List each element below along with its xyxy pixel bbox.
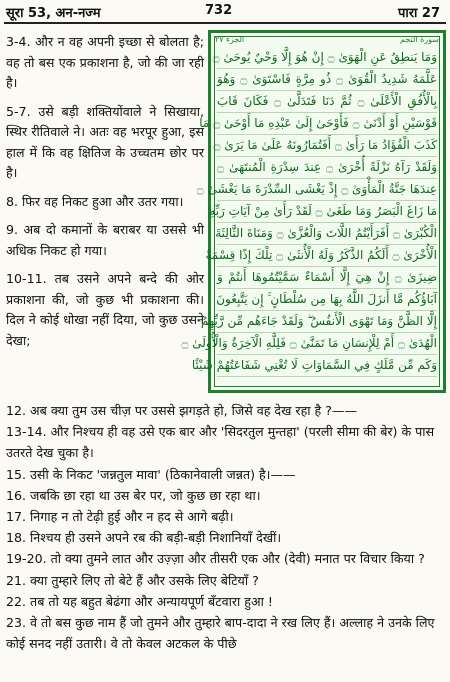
arabic-verse-line: وَمَا يَنطِقُ عَنِ الْهَوَىٰ ۝ إِنْ هُوَ إِلَّا وَحْيٌ يُوحَىٰ ۝ [217,47,437,69]
frame-header [213,35,441,45]
page-header [0,0,450,22]
arabic-verse-line: مَا زَاغَ الْبَصَرُ وَمَا طَغَىٰ ۝ لَقَدْ رَأَىٰ مِنْ آيَاتِ رَبِّهِ [217,201,437,223]
verse-paragraph: 18. निश्चय ही उसने अपने रब की बड़ी-बड़ी निशानियाँ देखीं। [6,530,282,546]
arabic-verse-line: بِالْأُفُقِ الْأَعْلَىٰ ۝ ثُمَّ دَنَا فَتَدَلَّىٰ ۝ فَكَانَ قَابَ [217,91,437,113]
verse-paragraph: 23. वे तो बस कुछ नाम हैं जो तुमने और तुम्हारे बाप-दादा ने रख लिए हैं। अल्लाह ने उनके लिए कोई सनद नहीं उतारी। वे तो केवल अटकल के पीछे [6,615,435,652]
verse-paragraph: 17. निगाह न तो टेढ़ी हुई और न हद से आगे बढ़ी। [6,509,234,525]
surah-title: सूरा 53, अन-नज्म [6,6,101,21]
page-number: 732 [205,3,233,18]
arabic-verse-line: وَكَم مِّن مَّلَكٍ فِي السَّمَاوَاتِ لَا تُغْنِي شَفَاعَتُهُمْ شَيْئًا [217,355,437,377]
verse-paragraph: 22. तब तो यह बहुत बेढंगा और अन्यायपूर्ण बँटवारा हुआ ! [6,593,273,609]
verse-paragraph: 5-7. उसे बड़ी शक्तियोंवाले ने सिखाया, स्थिर रीतिवाले ने। अतः वह भरपूर हुआ, इस हाल में कि वह क्षितिज के उच्चतम छोर पर है। [6,103,204,180]
frame-juz-label: الجزء ٢٧ [215,35,245,44]
verse-paragraph: 13-14. और निश्चय ही वह उसे एक बार और 'सिदरतुल मुन्तहा' (परली सीमा की बेर) के पास उतरते देख चुका है। [6,424,435,461]
arabic-verse-line: الْأُخْرَىٰ ۝ أَلَكُمُ الذَّكَرُ وَلَهُ الْأُنثَىٰ ۝ تِلْكَ إِذًا قِسْمَةٌ [217,245,437,267]
arabic-verse-line: الْهُدَىٰ ۝ أَمْ لِلْإِنسَانِ مَا تَمَنَّىٰ ۝ فَلِلَّهِ الْآخِرَةُ وَالْأُولَىٰ ۝ [217,333,437,355]
arabic-verse-line: ضِيزَىٰ ۝ إِنْ هِيَ إِلَّا أَسْمَاءٌ سَمَّيْتُمُوهَا أَنتُمْ وَ [217,267,437,289]
arabic-verse-line: وَلَقَدْ رَآهُ نَزْلَةً أُخْرَىٰ ۝ عِندَ سِدْرَةِ الْمُنتَهَىٰ ۝ [217,157,437,179]
arabic-verse-line: عَلَّمَهُ شَدِيدُ الْقُوَىٰ ۝ ذُو مِرَّةٍ فَاسْتَوَىٰ ۝ وَهُوَ [217,69,437,91]
arabic-verse-line: قَوْسَيْنِ أَوْ أَدْنَىٰ ۝ فَأَوْحَىٰ إِلَىٰ عَبْدِهِ مَا أَوْحَىٰ ۝ مَا [217,113,437,135]
translation-column [6,32,204,359]
arabic-verse-line: كَذَبَ الْفُؤَادُ مَا رَأَىٰ ۝ أَفَتُمَارُونَهُ عَلَىٰ مَا يَرَىٰ ۝ [217,135,437,157]
verse-paragraph: 12. अब क्या तुम उस चीज़ पर उससे झगड़ते हो, जिसे वह देख रहा है ?—— [6,403,358,418]
verse-paragraph: 21. क्या तुम्हारे लिए तो बेटे हैं और उसके लिए बेटियाँ ? [6,572,259,588]
verse-paragraph: 3-4. और न वह अपनी इच्छा से बोलता है; वह तो बस एक प्रकाशना है, जो की जा रही है। [6,34,204,90]
arabic-verse-line: عِندَهَا جَنَّةُ الْمَأْوَىٰ ۝ إِذْ يَغْشَى السِّدْرَةَ مَا يَغْشَىٰ ۝ [217,179,437,201]
para-label: पारा 27 [397,6,440,21]
verse-paragraph: 19-20. तो क्या तुमने लात और उज़्ज़ा और तीसरी एक और (देवी) मनात पर विचार किया ? [6,551,425,567]
frame-surah-label: سورة النجم [400,35,439,44]
verse-paragraph: 10-11. तब उसने अपने बन्दे की ओर प्रकाशना की, जो कुछ भी प्रकाशना की। दिल ने कोई धोखा नहीं दिया, जो कुछ उसने देखा; [6,271,204,348]
header-rule [4,22,446,24]
arabic-verse-line: آبَاؤُكُم مَّا أَنزَلَ اللَّهُ بِهَا مِن سُلْطَانٍ ۚ إِن يَتَّبِعُونَ [217,289,437,311]
verse-paragraph: 15. उसी के निकट 'जन्नतुल मावा' (ठिकानेवाली जन्नत) है।—— [6,466,296,482]
arabic-text-frame [181,30,446,393]
verse-paragraph: 16. जबकि छा रहा था उस बेर पर, जो कुछ छा रहा था। [6,487,261,503]
verse-paragraph: 9. अब दो कमानों के बराबर या उससे भी अधिक निकट हो गया। [6,222,204,258]
translation-full-width [6,400,446,654]
arabic-verse-line: إِلَّا الظَّنَّ وَمَا تَهْوَى الْأَنفُسُ ۖ وَلَقَدْ جَاءَهُم مِّن رَّبِّهِمُ [217,311,437,333]
arabic-verses [181,47,438,377]
arabic-verse-line: الْكُبْرَىٰ ۝ أَفَرَأَيْتُمُ اللَّاتَ وَالْعُزَّىٰ ۝ وَمَنَاةَ الثَّالِثَةَ [217,223,437,245]
verse-paragraph: 8. फिर वह निकट हुआ और उतर गया। [6,193,184,209]
